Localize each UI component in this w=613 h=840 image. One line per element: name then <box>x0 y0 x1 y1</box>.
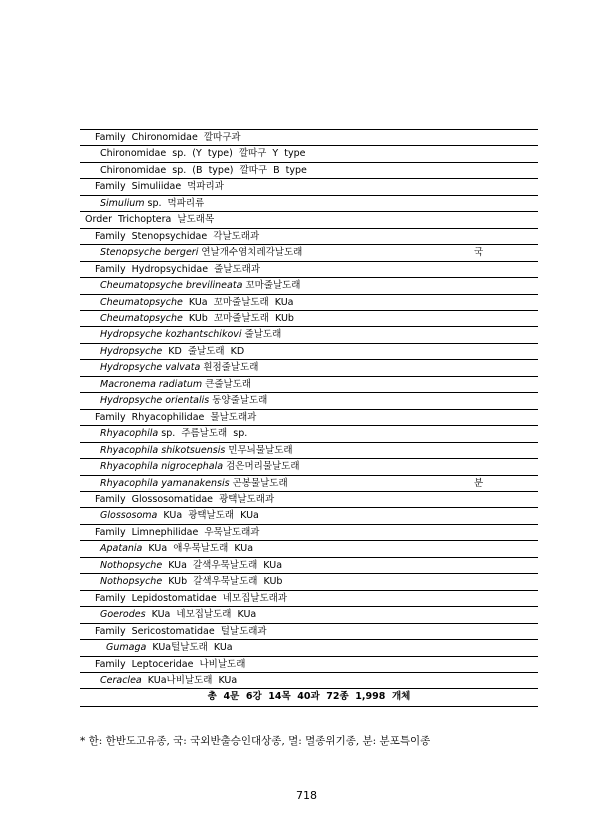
scientific-name: Stenopsyche bergeri <box>100 247 199 259</box>
table-row <box>80 377 538 393</box>
taxon-label: KUa 꼬마줄날도래 KUa <box>182 296 294 308</box>
status-mark: 분 <box>474 477 484 489</box>
taxon-name <box>95 591 287 607</box>
taxon-label: Family Stenopsychidae 각날도래과 <box>95 230 260 242</box>
table-row <box>80 640 538 656</box>
table-row <box>80 229 538 245</box>
taxon-name <box>100 344 244 360</box>
table-row <box>80 410 538 426</box>
taxon-name <box>100 360 258 376</box>
taxon-label: KUa털날도래 KUa <box>146 642 233 654</box>
scientific-name: Cheumatopsyche <box>100 312 183 324</box>
scientific-name: Nothopsyche <box>100 576 163 588</box>
scientific-name: Goerodes <box>100 609 146 621</box>
taxon-label: Chironomidae sp. (Y type) 깔따구 Y type <box>100 148 306 160</box>
taxon-label: Family Glossosomatidae 광택날도래과 <box>95 493 275 505</box>
table-row <box>80 262 538 278</box>
taxon-label: KUa 네모집날도래 KUa <box>145 609 257 621</box>
table-row <box>80 492 538 508</box>
table-row <box>80 393 538 409</box>
taxon-label: 큰줄날도래 <box>202 378 252 390</box>
taxon-label: Family Limnephilidae 우묵날도래과 <box>95 526 260 538</box>
taxon-label: Family Hydropsychidae 줄날도래과 <box>95 263 261 275</box>
taxon-name <box>100 245 302 261</box>
table-row <box>80 459 538 475</box>
taxon-name <box>100 196 204 212</box>
taxon-label: KUa 광택날도래 KUa <box>157 510 259 522</box>
taxon-name <box>100 574 282 590</box>
taxon-label: 동양줄날도래 <box>209 395 268 407</box>
page-number: 718 <box>296 789 317 802</box>
table-row <box>80 591 538 607</box>
taxon-label: KUb 꼬마줄날도래 KUb <box>182 312 294 324</box>
scientific-name: Hydropsyche <box>100 345 163 357</box>
scientific-name: Apatania <box>100 543 143 555</box>
taxon-name <box>95 492 274 508</box>
table-row <box>80 146 538 162</box>
taxon-label: KUb 갈색우묵날도래 KUb <box>162 576 283 588</box>
taxon-label: Chironomidae sp. (B type) 깔따구 B type <box>100 164 307 176</box>
taxon-label: 곤봉물날도래 <box>229 477 288 489</box>
taxon-name <box>95 229 259 245</box>
taxon-label: Family Sericostomatidae 털날도래과 <box>95 625 267 637</box>
scientific-name: Nothopsyche <box>100 559 163 571</box>
scientific-name: Glossosoma <box>100 510 158 522</box>
scientific-name: Rhyacophila <box>100 428 159 440</box>
table-row <box>80 574 538 590</box>
taxon-label: Family Chironomidae 깔따구과 <box>95 132 241 143</box>
table-row <box>80 327 538 343</box>
scientific-name: Macronema radiatum <box>100 378 203 390</box>
taxon-label: sp. 먹파리류 <box>144 197 205 209</box>
taxon-label: 민무늬물날도래 <box>225 444 293 456</box>
table-row <box>80 476 538 492</box>
taxon-label: Family Rhyacophilidae 물날도래과 <box>95 411 257 423</box>
taxon-name <box>100 327 281 343</box>
table-row <box>80 196 538 212</box>
taxon-label: KUa나비날도래 KUa <box>141 674 238 686</box>
scientific-name: Cheumatopsyche <box>100 296 183 308</box>
taxon-name <box>95 624 267 640</box>
scientific-name: Rhyacophila yamanakensis <box>100 477 230 489</box>
table-row <box>80 558 538 574</box>
table-row <box>80 360 538 376</box>
species-table <box>80 129 538 707</box>
taxon-label: KUa 애우묵날도래 KUa <box>142 543 254 555</box>
scientific-name: Hydropsyche kozhantschikovi <box>100 329 242 341</box>
table-row <box>80 541 538 557</box>
taxon-label: 꼬마줄날도래 <box>242 280 301 292</box>
taxon-name <box>100 311 294 327</box>
taxon-label: 연날개수염치레각날도래 <box>198 247 303 259</box>
taxon-label: KD 줄날도래 KD <box>162 345 245 357</box>
table-row <box>80 163 538 179</box>
scientific-name: Cheumatopsyche brevilineata <box>100 280 243 292</box>
taxon-label: sp. 주름날도래 sp. <box>158 428 248 440</box>
table-row <box>80 311 538 327</box>
table-row <box>80 657 538 673</box>
taxon-label: KUa 갈색우묵날도래 KUa <box>162 559 283 571</box>
taxon-label: 검은머리물날도래 <box>223 461 300 473</box>
scientific-name: Simulium <box>100 197 145 209</box>
total-row: 총 4문 6강 14목 40과 72종 1,998 개체 <box>207 691 411 703</box>
status-mark: 국 <box>474 247 484 259</box>
taxon-name <box>100 607 256 623</box>
table-row <box>80 443 538 459</box>
taxon-label: Family Lepidostomatidae 네모집날도래과 <box>95 592 287 604</box>
taxon-name <box>100 393 267 409</box>
taxon-name <box>95 410 256 426</box>
scientific-name: Hydropsyche valvata <box>100 362 201 374</box>
taxon-name <box>100 377 251 393</box>
table-row <box>80 245 538 261</box>
taxon-label: Order Trichoptera 날도래목 <box>85 214 215 226</box>
table-row <box>80 130 538 146</box>
taxon-label: 줄날도래 <box>241 329 282 341</box>
taxon-name <box>100 295 294 311</box>
scientific-name: Hydropsyche orientalis <box>100 395 210 407</box>
table-row <box>80 212 538 228</box>
taxon-name <box>100 459 300 475</box>
table-row <box>80 607 538 623</box>
taxon-name <box>100 476 288 492</box>
taxon-label: Family Simuliidae 먹파리과 <box>95 181 224 193</box>
scientific-name: Rhyacophila nigrocephala <box>100 461 224 473</box>
table-row <box>80 344 538 360</box>
taxon-name <box>95 657 245 673</box>
taxon-name <box>95 130 241 146</box>
scientific-name: Rhyacophila shikotsuensis <box>100 444 226 456</box>
taxon-name <box>100 163 307 179</box>
taxon-name <box>100 673 237 689</box>
taxon-name <box>95 179 224 195</box>
table-row <box>80 673 538 689</box>
table-row <box>80 295 538 311</box>
taxon-label: Family Leptoceridae 나비날도래 <box>95 658 246 670</box>
table-row <box>80 179 538 195</box>
taxon-name <box>100 508 259 524</box>
table-row <box>80 624 538 640</box>
table-row <box>80 278 538 294</box>
scientific-name: Gumaga <box>106 642 147 654</box>
taxon-name <box>95 525 259 541</box>
table-row <box>80 525 538 541</box>
taxon-name <box>100 426 247 442</box>
taxon-name <box>100 541 253 557</box>
taxon-name <box>100 558 282 574</box>
footnote: * 한: 한반도고유종, 국: 국외반출승인대상종, 멸: 멸종위기종, 분: 분포특이종 <box>80 735 431 747</box>
scientific-name: Ceraclea <box>100 674 142 686</box>
taxon-name <box>100 443 293 459</box>
taxon-name <box>106 640 233 656</box>
taxon-name <box>100 278 301 294</box>
table-row <box>80 508 538 524</box>
taxon-name <box>100 146 305 162</box>
table-row <box>80 426 538 442</box>
taxon-name <box>95 262 260 278</box>
taxon-label: 흰점줄날도래 <box>200 362 259 374</box>
taxon-name <box>85 212 214 228</box>
